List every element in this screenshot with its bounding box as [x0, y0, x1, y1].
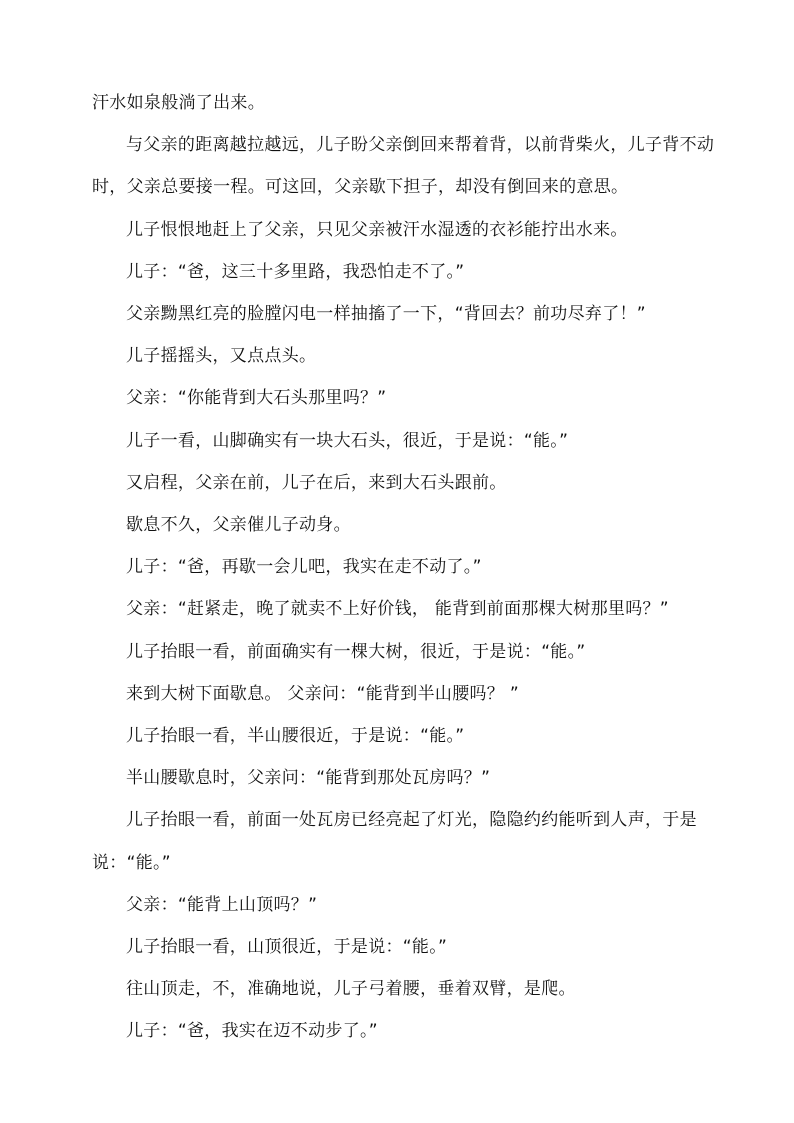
paragraph-18: 父亲：“能背上山顶吗？” — [126, 894, 318, 915]
paragraph-6: 儿子摇摇头，又点点头。 — [126, 346, 317, 367]
paragraph-2: 与父亲的距离越拉越远，儿子盼父亲倒回来帮着背，以前背柴火，儿子背不动时，父亲总要接一程。可这回，父亲歇下担子，却没有倒回来的意思。 — [92, 135, 715, 198]
paragraph-4: 儿子：“爸，这三十多里路，我恐怕走不了。” — [126, 261, 465, 282]
paragraph-3: 儿子恨恨地赶上了父亲，只见父亲被汗水湿透的衣衫能拧出水来。 — [126, 219, 628, 240]
paragraph-1: 汗水如泉般淌了出来。 — [92, 93, 265, 113]
paragraph-19: 儿子抬眼一看，山顶很近，于是说：“能。” — [126, 937, 448, 958]
paragraph-10: 歇息不久，父亲催儿子动身。 — [126, 515, 351, 536]
paragraph-8: 儿子一看，山脚确实有一块大石头，很近，于是说：“能。” — [126, 430, 569, 451]
paragraph-20: 往山顶走，不，准确地说，儿子弓着腰，垂着双臂，是爬。 — [126, 979, 576, 1000]
paragraph-17: 儿子抬眼一看，前面一处瓦房已经亮起了灯光，隐隐约约能听到人声，于是说：“能。” — [92, 810, 697, 873]
paragraph-14: 来到大树下面歇息。 父亲问：“能背到半山腰吗？ ” — [126, 683, 519, 704]
paragraph-11: 儿子：“爸，再歇一会儿吧，我实在走不动了。” — [126, 557, 482, 578]
document-body — [92, 82, 716, 1053]
paragraph-7: 父亲：“你能背到大石头那里吗？” — [126, 388, 387, 409]
paragraph-13: 儿子抬眼一看，前面确实有一棵大树，很近，于是说：“能。” — [126, 641, 586, 662]
paragraph-16: 半山腰歇息时，父亲问：“能背到那处瓦房吗？” — [126, 768, 491, 789]
paragraph-12: 父亲：“赶紧走，晚了就卖不上好价钱， 能背到前面那棵大树那里吗？” — [126, 599, 669, 620]
paragraph-5: 父亲黝黑红亮的脸膛闪电一样抽搐了一下，“背回去？前功尽弃了！” — [126, 304, 646, 325]
paragraph-15: 儿子抬眼一看，半山腰很近，于是说：“能。” — [126, 726, 465, 747]
paragraph-9: 又启程，父亲在前，儿子在后，来到大石头跟前。 — [126, 472, 507, 493]
paragraph-21: 儿子：“爸，我实在迈不动步了。” — [126, 1021, 378, 1042]
